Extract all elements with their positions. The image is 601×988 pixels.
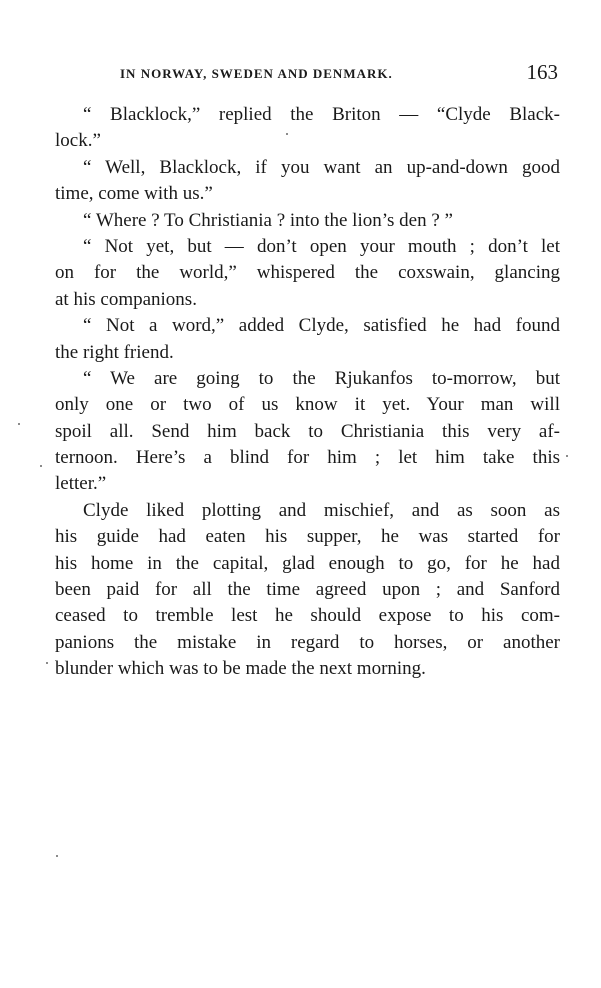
text-line: lock.”: [55, 130, 101, 152]
text-line: “ Not a word,” added Clyde, satisfied he had found: [83, 315, 560, 337]
text-line: “ Not yet, but — don’t open your mouth ; don’t let: [83, 235, 560, 257]
text-line: Clyde liked plotting and mischief, and as soon as: [83, 499, 560, 521]
text-line: “ Where ? To Christiania ? into the lion’s den ? ”: [83, 209, 453, 231]
text-line: at his companions.: [55, 288, 197, 310]
print-speck: [566, 455, 568, 457]
text-line: “ Blacklock,” replied the Briton — “Clyde Black-: [83, 104, 560, 125]
print-speck: [56, 855, 58, 857]
text-line: time, come with us.”: [55, 183, 213, 205]
running-head: [120, 60, 558, 88]
body-text: [55, 102, 560, 683]
print-speck: [46, 662, 48, 664]
text-line: been paid for all the time agreed upon ; and Sanford: [55, 579, 560, 601]
text-line: panions the mistake in regard to horses, or another: [55, 631, 560, 653]
print-speck: [40, 465, 42, 467]
text-line: blunder which was to be made the next morning.: [55, 658, 426, 680]
page-number: 163: [526, 60, 558, 84]
running-title: IN NORWAY, SWEDEN AND DENMARK.: [120, 66, 393, 81]
text-line: ceased to tremble lest he should expose to his com-: [55, 605, 560, 627]
print-speck: [286, 133, 288, 135]
print-speck: [18, 423, 20, 425]
text-line: on for the world,” whispered the coxswain, glancing: [55, 262, 560, 284]
text-line: “ We are going to the Rjukanfos to-morrow, but: [83, 367, 560, 389]
text-line: the right friend.: [55, 341, 174, 363]
text-line: his guide had eaten his supper, he was started for: [55, 526, 560, 548]
text-line: spoil all. Send him back to Christiania this very af-: [55, 420, 560, 442]
text-line: only one or two of us know it yet. Your man will: [55, 394, 560, 416]
text-line: his home in the capital, glad enough to go, for he had: [55, 552, 560, 574]
text-line: ternoon. Here’s a blind for him ; let him take this: [55, 447, 560, 469]
text-line: letter.”: [55, 473, 107, 495]
text-line: “ Well, Blacklock, if you want an up-and-down good: [83, 156, 560, 178]
